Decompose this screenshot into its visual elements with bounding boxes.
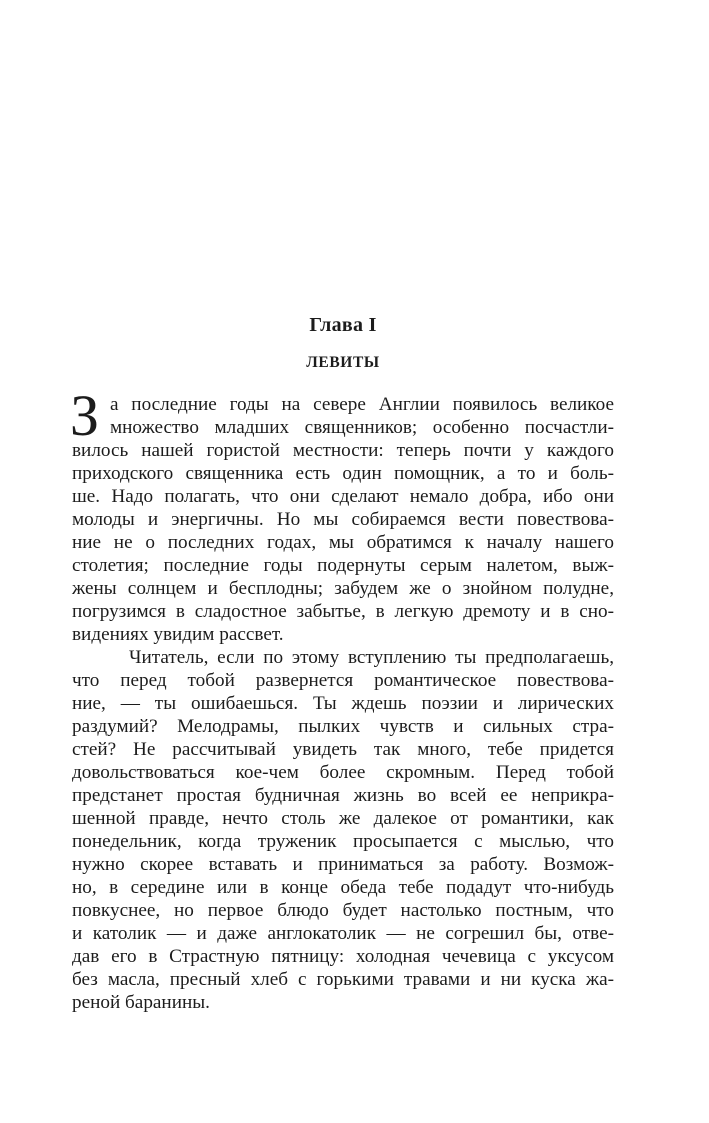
text-line: погрузимся в сладостное забытье, в легкую дремоту и в сно- <box>72 601 614 622</box>
text-line: Читатель, если по этому вступлению ты предполагаешь, <box>129 647 614 668</box>
paragraph-2 <box>72 646 614 1014</box>
text-line: что перед тобой развернется романтическое повествова- <box>72 670 614 691</box>
text-line: вилось нашей гористой местности: теперь почти у каждого <box>72 440 614 461</box>
text-line: видениях увидим рассвет. <box>72 624 284 645</box>
text-line: стей? Не рассчитывай увидеть так много, тебе придется <box>72 739 614 760</box>
text-line: приходского священника есть один помощник, а то и боль- <box>72 463 614 484</box>
chapter-number: Глава I <box>309 314 377 336</box>
text-line: реной баранины. <box>72 992 210 1013</box>
chapter-title: ЛЕВИТЫ <box>306 354 380 371</box>
text-line: ние, — ты ошибаешься. Ты ждешь поэзии и лирических <box>72 693 614 714</box>
text-line: нужно скорее вставать и приниматься за работу. Возмож- <box>72 854 614 875</box>
text-line: молоды и энергичны. Но мы собираемся вести повествова- <box>72 509 614 530</box>
text-line: шенной правде, нечто столь же далекое от романтики, как <box>72 808 614 829</box>
book-page <box>72 0 614 1123</box>
drop-cap: З <box>70 383 100 448</box>
text-line: ние не о последних годах, мы обратимся к началу нашего <box>72 532 614 553</box>
text-line: довольствоваться кое-чем более скромным. Перед тобой <box>72 762 614 783</box>
text-line: дав его в Страстную пятницу: холодная чечевица с уксусом <box>72 946 614 967</box>
text-line: жены солнцем и бесплодны; забудем же о знойном полудне, <box>72 578 614 599</box>
paragraph-1 <box>70 383 614 646</box>
text-line: но, в середине или в конце обеда тебе подадут что-нибудь <box>72 877 614 898</box>
text-line: множество младших священников; особенно посчастли- <box>110 417 614 438</box>
text-line: ше. Надо полагать, что они сделают немало добра, ибо они <box>72 486 614 507</box>
text-line: предстанет простая будничная жизнь во всей ее неприкра- <box>72 785 614 806</box>
text-line: и католик — и даже англокатолик — не согрешил бы, отве- <box>72 923 614 944</box>
text-line: повкуснее, но первое блюдо будет настолько постным, что <box>72 900 614 921</box>
text-line: столетия; последние годы подернуты серым налетом, выж- <box>72 555 614 576</box>
text-line: понедельник, когда труженик просыпается с мыслью, что <box>72 831 614 852</box>
text-line: раздумий? Мелодрамы, пылких чувств и сильных стра- <box>72 716 614 737</box>
chapter-text <box>70 383 614 1014</box>
text-line: без масла, пресный хлеб с горькими травами и ни куска жа- <box>72 969 614 990</box>
text-line: а последние годы на севере Англии появилось великое <box>110 394 614 415</box>
